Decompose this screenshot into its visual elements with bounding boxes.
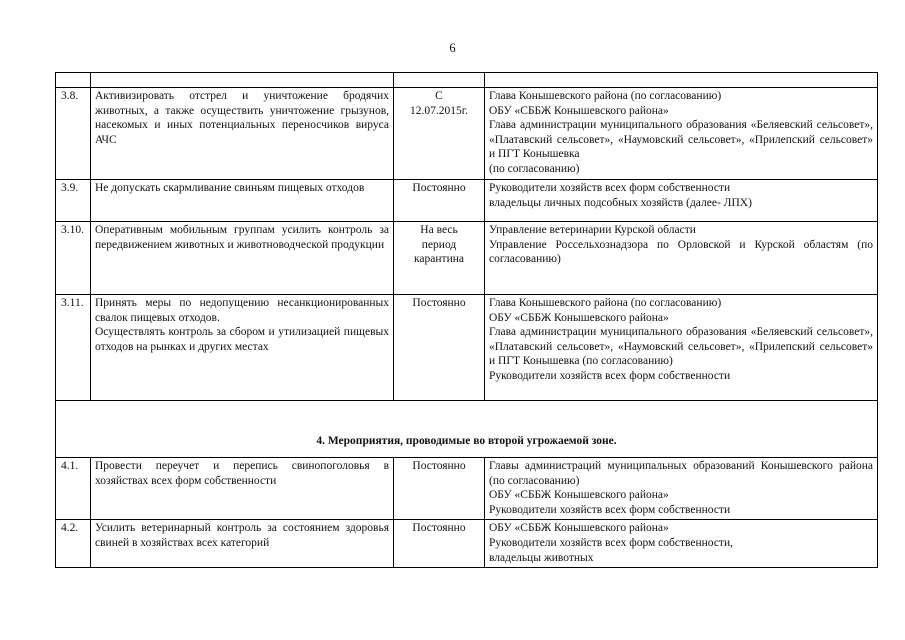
row-action: Усилить ветеринарный контроль за состоянием здоровья свиней в хозяйствах всех категорий [91, 520, 394, 568]
section-row [56, 401, 878, 458]
table-row [56, 180, 878, 222]
measures-table [55, 72, 878, 568]
row-responsible: Руководители хозяйств всех форм собственности владельцы личных подсобных хозяйств (далее- ЛПХ) [485, 180, 878, 222]
section-title: 4. Мероприятия, проводимые во второй угрожаемой зоне. [56, 401, 878, 458]
table-row [56, 222, 878, 295]
header-cell-action [91, 73, 394, 88]
row-action: Не допускать скармливание свиньям пищевых отходов [91, 180, 394, 222]
row-action: Провести переучет и перепись свинопоголовья в хозяйствах всех форм собственности [91, 458, 394, 520]
row-number: 3.9. [56, 180, 91, 222]
table-row [56, 88, 878, 180]
row-date: Постоянно [394, 458, 485, 520]
row-date: С 12.07.2015г. [394, 88, 485, 180]
row-date: Постоянно [394, 520, 485, 568]
row-number: 4.1. [56, 458, 91, 520]
table-row [56, 520, 878, 568]
header-cell-responsible [485, 73, 878, 88]
row-action: Активизировать отстрел и уничтожение бродячих животных, а также осуществить уничтожение грызунов, насекомых и иных потенциальных переносчиков вируса АЧС [91, 88, 394, 180]
row-responsible: Глава Конышевского района (по согласованию) ОБУ «СББЖ Конышевского района» Глава администрации муниципального образования «Беляевский сельсовет», «Платавский сельсовет», «Наумовский сельсовет», «Прилепский сельсовет» и ПГТ Конышевка (по согласованию) [485, 88, 878, 180]
row-number: 4.2. [56, 520, 91, 568]
page-number: 6 [449, 41, 456, 55]
row-action: Оперативным мобильным группам усилить контроль за передвижением животных и животноводческой продукции [91, 222, 394, 295]
row-responsible: Глава Конышевского района (по согласованию) ОБУ «СББЖ Конышевского района» Глава администрации муниципального образования «Беляевский сельсовет», «Платавский сельсовет», «Наумовский сельсовет», «Прилепский сельсовет» и ПГТ Конышевка (по согласованию) Руководители хозяйств всех форм собственности [485, 295, 878, 401]
row-number: 3.8. [56, 88, 91, 180]
row-date: Постоянно [394, 295, 485, 401]
row-action: Принять меры по недопущению несанкционированных свалок пищевых отходов. Осуществлять контроль за сбором и утилизацией пищевых отходов на рынках и других местах [91, 295, 394, 401]
row-date: На весь период карантина [394, 222, 485, 295]
row-responsible: Главы администраций муниципальных образований Конышевского района (по согласованию) ОБУ «СББЖ Конышевского района» Руководители хозяйств всех форм собственности [485, 458, 878, 520]
row-number: 3.11. [56, 295, 91, 401]
row-date: Постоянно [394, 180, 485, 222]
table-row [56, 295, 878, 401]
row-number: 3.10. [56, 222, 91, 295]
header-cell-number [56, 73, 91, 88]
table-row [56, 458, 878, 520]
header-cell-date [394, 73, 485, 88]
row-responsible: Управление ветеринарии Курской области Управление Россельхознадзора по Орловской и Курской областям (по согласованию) [485, 222, 878, 295]
row-responsible: ОБУ «СББЖ Конышевского района» Руководители хозяйств всех форм собственности, владельцы животных [485, 520, 878, 568]
table-header-row [56, 73, 878, 88]
